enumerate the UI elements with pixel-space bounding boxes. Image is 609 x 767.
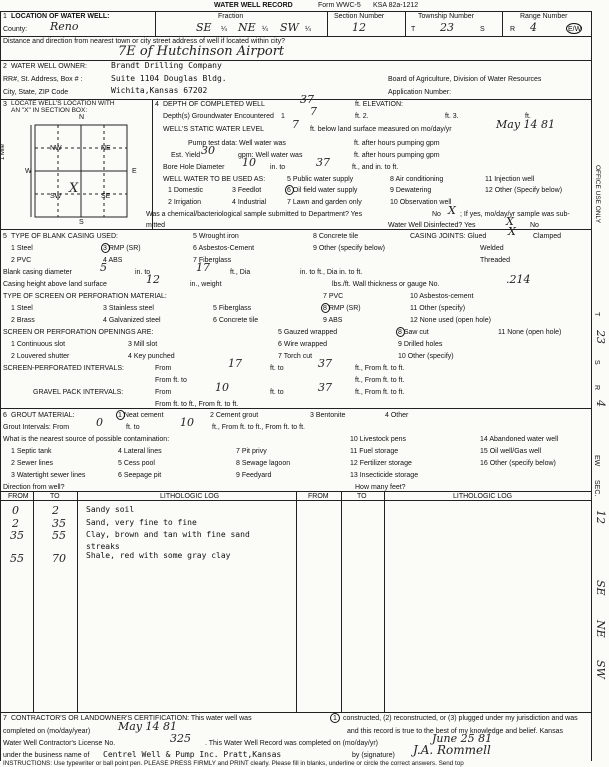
casing-diameter-rest: in. to ft., Dia in. to ft. <box>300 269 363 276</box>
distance-value: 7E of Hutchinson Airport <box>118 44 285 59</box>
cont-fuel: 11 Fuel storage <box>350 448 399 455</box>
static-level-rest: ft. below land surface measured on mo/day/yr <box>310 126 452 133</box>
disinfected-no: No <box>530 222 539 229</box>
openings-label: SCREEN OR PERFORATION OPENINGS ARE: <box>3 329 154 336</box>
open-torch: 7 Torch cut <box>278 353 313 360</box>
business-label: under the business name of <box>3 752 90 759</box>
log-title-header-2: LITHOLOGIC LOG <box>453 493 513 500</box>
open-wire: 6 Wire wrapped <box>278 341 328 348</box>
sidebar-r: R <box>593 385 600 391</box>
grout-cement: 2 Cement grout <box>210 412 259 419</box>
open-saw: 8 Saw cut <box>398 329 429 336</box>
township-label: Township Number <box>418 13 475 20</box>
casing-section-label: TYPE OF BLANK CASING USED: <box>11 233 118 240</box>
cont-lagoon: 8 Sewage lagoon <box>236 460 291 467</box>
perf-ft-to: ft. to <box>270 365 284 372</box>
grout-bentonite: 3 Bentonite <box>310 412 346 419</box>
bore-label: Bore Hole Diameter <box>163 164 225 171</box>
city-label: City, State, ZIP Code <box>3 89 69 96</box>
perf-from-label-2: From ft. to <box>155 377 187 384</box>
water-use-label: WELL WATER TO BE USED AS: <box>163 176 266 183</box>
use-industrial: 4 Industrial <box>232 199 267 206</box>
screen-galvanized: 4 Galvanized steel <box>103 317 161 324</box>
application-number-label: Application Number: <box>388 89 452 96</box>
township-value: 23 <box>440 21 454 34</box>
use-observation: 10 Observation well <box>390 199 452 206</box>
groundwater-label: Depth(s) Groundwater Encountered <box>163 113 274 120</box>
form-title: WATER WELL RECORD <box>214 2 293 9</box>
form-number: Form WWC-5 <box>318 2 361 9</box>
cert-line-1c: constructed, (2) reconstructed, or (3) plugged under my jurisdiction and was <box>343 715 578 722</box>
perf-from-label: From <box>155 365 172 372</box>
perf-from-2: ft., From ft. to ft. <box>355 365 405 372</box>
compass-s: S <box>79 219 84 226</box>
casing-wrought: 5 Wrought iron <box>193 233 239 240</box>
casing-to-value: 17 <box>196 261 210 274</box>
quadrant-sw: SW <box>50 193 62 200</box>
section-number-2: 2 <box>3 63 7 70</box>
chem-sample-label: Was a chemical/bacteriological sample submitted to Department? Yes <box>146 211 363 218</box>
casing-diameter-label: Blank casing diameter <box>3 269 72 276</box>
depth-completed-label: DEPTH OF COMPLETED WELL <box>163 101 265 108</box>
business-value: Centrel Well & Pump Inc. Pratt,Kansas <box>103 750 282 759</box>
use-irrigation: 2 Irrigation <box>168 199 202 206</box>
yield-label: Est. Yield <box>171 152 201 159</box>
log-row-1-desc: Sandy soil <box>86 505 135 514</box>
perf-from-value: 17 <box>228 357 242 370</box>
screen-none: 12 None used (open hole) <box>410 317 491 324</box>
cont-livestock: 10 Livestock pens <box>350 436 407 443</box>
screen-fiberglass: 5 Fiberglass <box>213 305 252 312</box>
quadrant-ne: NE <box>101 145 111 152</box>
cert-line-1b: 1 <box>333 715 337 722</box>
groundwater-1-num: 1 <box>281 113 285 120</box>
open-louvered: 2 Louvered shutter <box>11 353 70 360</box>
log-row-3-desc: Clay, brown and tan with fine sand <box>86 530 250 539</box>
grout-section-label: GROUT MATERIAL: <box>11 412 75 419</box>
owner-address-value: Suite 1104 Douglas Bldg. <box>111 74 227 83</box>
casing-in-to: in. to <box>135 269 151 276</box>
range-ew: E/W <box>568 26 582 33</box>
use-feedlot: 3 Feedlot <box>232 187 262 194</box>
log-from-header: FROM <box>8 493 29 500</box>
section-number-6: 6 <box>3 412 7 419</box>
groundwater-3-label: ft. 3. <box>445 113 459 120</box>
log-row-3-from: 35 <box>10 529 24 542</box>
open-drilled: 9 Drilled holes <box>398 341 443 348</box>
open-none: 11 None (open hole) <box>498 329 562 336</box>
grout-intervals-label: Grout Intervals: From <box>3 424 70 431</box>
sidebar-ew: EW <box>593 455 600 467</box>
use-air: 8 Air conditioning <box>390 176 444 183</box>
section-number-5: 5 <box>3 233 7 240</box>
casing-rmp: 3 RMP (SR) <box>103 245 141 252</box>
sidebar-q3: SW <box>594 660 607 679</box>
screen-stainless: 3 Stainless steel <box>103 305 154 312</box>
rmp-circle <box>101 243 110 253</box>
grout-neat: 1 Neat cement <box>118 412 164 419</box>
township-s: S <box>480 26 485 33</box>
sidebar-township: 23 <box>594 330 607 344</box>
gravel-pack-label: GRAVEL PACK INTERVALS: <box>33 389 124 396</box>
cert-line-2b: and this record is true to the best of my knowledge and belief. Kansas <box>347 728 563 735</box>
grout-intervals-rest: ft., From ft. to ft., From ft. to ft. <box>212 424 305 431</box>
direction-label: Direction from well? <box>3 484 65 491</box>
township-t: T <box>411 26 416 33</box>
open-continuous: 1 Continuous slot <box>11 341 66 348</box>
fraction-label: Fraction <box>218 13 244 20</box>
sidebar-q2: NE <box>594 620 607 638</box>
casing-height-value: 12 <box>146 273 160 286</box>
screen-other: 11 Other (specify) <box>410 305 466 312</box>
log-to-header-2: TO <box>357 493 367 500</box>
casing-steel: 1 Steel <box>11 245 33 252</box>
pump-test-rest: ft. after hours pumping gpm <box>354 140 440 147</box>
log-row-2-desc: Sand, very fine to fine <box>86 518 197 527</box>
log-row-5-from: 55 <box>10 552 24 565</box>
address-label: RR#, St. Address, Box # : <box>3 76 83 83</box>
disinfected-x: X <box>506 215 514 228</box>
cont-other: 16 Other (specify below) <box>480 460 556 467</box>
county-label: County: <box>3 26 28 33</box>
gravel-from-value: 10 <box>215 381 229 394</box>
log-row-1-from: 0 <box>12 504 19 517</box>
grout-ft-to: ft. to <box>126 424 140 431</box>
chem-rest: ; If yes, mo/day/yr sample was sub- <box>460 211 570 218</box>
board-label: Board of Agriculture, Division of Water Resources <box>388 76 542 83</box>
quadrant-se: SE <box>101 193 111 200</box>
fraction-2-value: NE <box>238 21 256 34</box>
screen-steel: 1 Steel <box>11 305 33 312</box>
perforated-intervals-label: SCREEN-PERFORATED INTERVALS: <box>3 365 124 372</box>
screen-type-label: TYPE OF SCREEN OR PERFORATION MATERIAL: <box>3 293 167 300</box>
casing-diameter-value: 5 <box>100 261 107 274</box>
open-key: 4 Key punched <box>128 353 175 360</box>
bore-in-to: in. to <box>270 164 286 171</box>
signature-label: by (signature) <box>352 752 395 759</box>
quarter-mark-2: ¼ <box>262 26 268 33</box>
owner-city-value: Wichita,Kansas 67202 <box>111 86 208 95</box>
joints-welded: Welded <box>480 245 504 252</box>
mile-label: 1 Mile <box>0 143 6 160</box>
quarter-mark-1: ¼ <box>221 26 227 33</box>
section-number-7: 7 <box>3 715 7 722</box>
office-use-only-label: OFFICE USE ONLY <box>594 165 601 224</box>
contamination-label: What is the nearest source of possible contamination: <box>3 436 170 443</box>
grout-other: 4 Other <box>385 412 409 419</box>
casing-fiberglass: 7 Fiberglass <box>193 257 232 264</box>
section-number-1: 1 <box>3 13 7 20</box>
use-injection: 11 Injection well <box>485 176 535 183</box>
gravel-ft-to: ft. to <box>270 389 284 396</box>
log-row-5-to: 70 <box>52 552 66 565</box>
section-number-label: Section Number <box>334 13 385 20</box>
oilfield-circle <box>285 185 294 195</box>
grout-to-value: 10 <box>180 416 194 429</box>
pump-test-label: Pump test data: Well water was <box>188 140 286 147</box>
elevation-label: ft. ELEVATION: <box>355 101 403 108</box>
section-number-value: 12 <box>352 21 366 34</box>
chem-no: No <box>432 211 441 218</box>
use-other: 12 Other (Specify below) <box>485 187 563 194</box>
log-row-3-to: 55 <box>52 529 66 542</box>
gravel-from-2: ft., From ft. to ft. <box>355 389 405 396</box>
yield-gpm: gpm: Well water was <box>238 152 303 159</box>
use-domestic: 1 Domestic <box>168 187 204 194</box>
use-dewatering: 9 Dewatering <box>390 187 432 194</box>
screen-asbestos: 10 Asbestos-cement <box>410 293 474 300</box>
gravel-from-label: From <box>155 389 172 396</box>
record-date-value: June 25 81 <box>432 732 493 745</box>
section-box-diagram <box>25 118 137 226</box>
use-lawn: 7 Lawn and garden only <box>287 199 362 206</box>
cont-sewer: 2 Sewer lines <box>11 460 54 467</box>
gravel-to-value: 37 <box>318 381 332 394</box>
cont-septic: 1 Septic tank <box>11 448 52 455</box>
log-from-header-2: FROM <box>308 493 329 500</box>
screen-pvc: 7 PVC <box>323 293 344 300</box>
disinfected-label: Water Well Disinfected? Yes <box>388 222 476 229</box>
cont-oilgas: 15 Oil well/Gas well <box>480 448 542 455</box>
screen-concrete: 6 Concrete tile <box>213 317 259 324</box>
joints-label: CASING JOINTS: Glued <box>410 233 487 240</box>
casing-abs: 4 ABS <box>103 257 123 264</box>
casing-concrete: 8 Concrete tile <box>313 233 359 240</box>
cert-line-2a: completed on (mo/day/year) <box>3 728 91 735</box>
license-label: Water Well Contractor's License No. <box>3 740 116 747</box>
saw-cut-circle <box>396 327 405 337</box>
casing-height-label: Casing height above land surface <box>3 281 107 288</box>
county-value: Reno <box>50 20 79 33</box>
instructions-line-1: INSTRUCTIONS: Use typewriter or ball point pen. PLEASE PRESS FIRMLY and PRINT clearly. Please fill in blanks, underline or circle the correct answers. Send top <box>3 760 464 767</box>
open-gauzed: 5 Gauzed wrapped <box>278 329 338 336</box>
sidebar-sec: SEC. <box>593 480 600 497</box>
gravel-from-label-2: From ft. to ft., From ft. to ft. <box>155 401 239 408</box>
casing-ft-dia: ft., Dia <box>230 269 251 276</box>
compass-n: N <box>79 114 85 121</box>
joints-glued-x: X <box>508 225 516 238</box>
groundwater-ft: ft. <box>525 113 531 120</box>
distance-label: Distance and direction from nearest town or city street address of well if located within city? <box>3 38 286 45</box>
compass-w: W <box>25 168 32 175</box>
casing-weight-label: in., weight <box>190 281 222 288</box>
owner-section-label: WATER WELL OWNER: <box>11 63 87 70</box>
owner-name-value: Brandt Drilling Company <box>111 61 222 70</box>
cont-cesspool: 5 Cess pool <box>118 460 155 467</box>
screen-abs: 9 ABS <box>323 317 343 324</box>
screen-rmp: 8 RMP (SR) <box>323 305 361 312</box>
sidebar-range: 4 <box>594 400 607 407</box>
depth-completed-value: 37 <box>300 93 314 106</box>
yield-value: 30 <box>201 144 215 157</box>
how-many-feet-label: How many feet? <box>355 484 406 491</box>
record-completed-label: . This Water Well Record was completed on (mo/day/yr) <box>205 740 378 747</box>
casing-other: 9 Other (specify below) <box>313 245 385 252</box>
use-oilfield: 6 Oil field water supply <box>287 187 358 194</box>
location-section-label: LOCATION OF WATER WELL: <box>11 13 110 20</box>
well-location-x: X <box>69 181 79 196</box>
perf-to-value: 37 <box>318 357 332 370</box>
log-title-header: LITHOLOGIC LOG <box>160 493 220 500</box>
log-row-2-from: 2 <box>12 517 19 530</box>
perf-from-3: ft., From ft. to ft. <box>355 377 405 384</box>
grout-from-value: 0 <box>96 416 103 429</box>
casing-pvc: 2 PVC <box>11 257 32 264</box>
log-row-5-desc: Shale, red with some gray clay <box>86 551 231 560</box>
groundwater-2-label: ft. 2. <box>355 113 369 120</box>
cont-watertight: 3 Watertight sewer lines <box>11 472 86 479</box>
joints-threaded: Threaded <box>480 257 510 264</box>
submitted-label: mitted <box>146 222 166 229</box>
yield-rest: ft. after hours pumping gpm <box>354 152 440 159</box>
joints-clamped: Clamped <box>533 233 562 240</box>
fraction-3-value: SW <box>280 21 299 34</box>
bore-rest: ft., and in. to ft. <box>352 164 399 171</box>
section-number-3: 3 <box>3 101 7 108</box>
license-value: 325 <box>170 732 191 745</box>
groundwater-1-value: 7 <box>310 105 317 118</box>
static-level-date: May 14 81 <box>496 118 556 131</box>
quarter-mark-3: ¼ <box>305 26 311 33</box>
fraction-1-value: SE <box>196 21 212 34</box>
section-number-4: 4 <box>155 101 159 108</box>
range-label: Range Number <box>520 13 568 20</box>
log-row-4-desc: streaks <box>86 542 120 551</box>
range-e-circle <box>566 23 582 34</box>
locate-label-2: AN "X" IN SECTION BOX: <box>11 107 88 114</box>
log-row-2-to: 35 <box>52 517 66 530</box>
log-row-1-to: 2 <box>52 504 59 517</box>
cont-abandoned: 14 Abandoned water well <box>480 436 559 443</box>
cont-privy: 7 Pit privy <box>236 448 267 455</box>
signature-value: J.A. Rommell <box>413 743 491 757</box>
sidebar-s: S <box>593 360 600 365</box>
bore-to-value: 37 <box>316 156 330 169</box>
cont-seepage: 6 Seepage pit <box>118 472 162 479</box>
open-other: 10 Other (specify) <box>398 353 454 360</box>
cont-lateral: 4 Lateral lines <box>118 448 162 455</box>
log-to-header: TO <box>50 493 60 500</box>
screen-brass: 2 Brass <box>11 317 35 324</box>
locate-label: LOCATE WELL'S LOCATION WITH <box>11 100 115 107</box>
cert-line-1a: CONTRACTOR'S OR LANDOWNER'S CERTIFICATION: This water well was <box>11 715 252 722</box>
screen-rmp-circle <box>321 303 330 313</box>
cont-fertilizer: 12 Fertilizer storage <box>350 460 412 467</box>
static-level-value: 7 <box>292 118 299 131</box>
range-value: 4 <box>530 21 537 34</box>
wall-thickness-label: lbs./ft. Wall thickness or gauge No. <box>332 281 440 288</box>
use-public: 5 Public water supply <box>287 176 354 183</box>
wall-gauge-value: .214 <box>506 273 531 286</box>
neat-cement-circle <box>116 410 125 420</box>
cont-insecticide: 13 Insecticide storage <box>350 472 419 479</box>
compass-e: E <box>132 168 137 175</box>
constructed-circle <box>330 713 340 723</box>
cont-feedyard: 9 Feedyard <box>236 472 272 479</box>
open-mill: 3 Mill slot <box>128 341 158 348</box>
chem-no-x: X <box>448 204 456 217</box>
sidebar-q1: SE <box>594 580 607 596</box>
range-r: R <box>510 26 516 33</box>
sidebar-section: 12 <box>594 510 607 524</box>
static-level-label: WELL'S STATIC WATER LEVEL <box>163 126 265 133</box>
casing-asbestos: 6 Asbestos-Cement <box>193 245 255 252</box>
completed-date-value: May 14 81 <box>118 720 178 733</box>
bore-diameter-value: 10 <box>242 156 256 169</box>
sidebar-t: T <box>593 312 600 317</box>
ksa-reference: KSA 82a-1212 <box>373 2 419 9</box>
quadrant-nw: NW <box>50 145 62 152</box>
